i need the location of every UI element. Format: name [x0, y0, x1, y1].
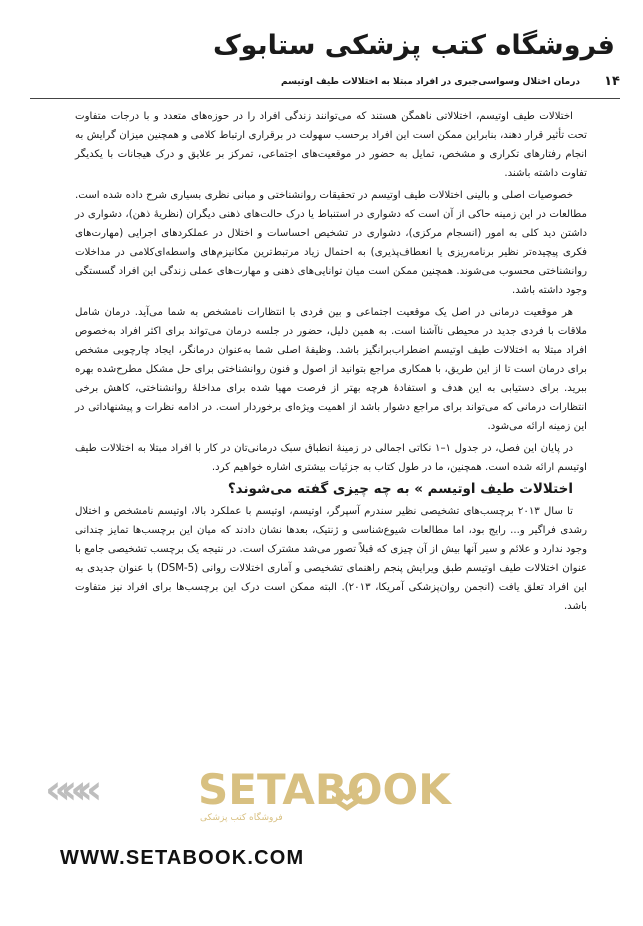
- watermark-subtitle: فروشگاه کتب پزشکی: [200, 813, 283, 823]
- setabook-watermark: [0, 765, 643, 825]
- section-heading: اختلالات طیف اوتیسم » به چه چیزی گفته می‌شوند؟: [227, 481, 573, 497]
- paragraph: هر موقعیت درمانی در اصل یک موقعیت اجتماعی و بین فردی با انتظارات نامشخص به شما می‌آید. درمان شامل ملاقات با فردی جدید در محیطی ناآشنا است. به همین دلیل، حضور در جلسه درمان می‌تواند برای اکثر افراد به‌خصوص افراد مبتلا به اختلالات طیف اوتیسم اضطراب‌برانگیز باشد. وظیفهٔ اصلی شما به‌عنوان درمانگر، ایجاد چارچوبی مشخص برای درمان است تا از این طریق، با همکاری مراجع بتوانید از اصول و فنون روانشناختی برای حل مشکل مطرح‌شده بهره ببرید. برای دستیابی به این هدف و استفادهٔ هرچه بهتر از فرصت مهیا شده برای مداخلهٔ روانشناختی، کاهش برخی انتظارات درمانی که می‌تواند برای مراجع دشوار باشد از اهمیت ویژه‌ای برخوردار است. در ادامه نظرات و پیشنهاداتی در این زمینه ارائه می‌شود.: [75, 307, 587, 432]
- running-title: درمان اختلال وسواسی‌جبری در افراد مبتلا به اختلالات طیف اوتیسم: [281, 77, 580, 87]
- paragraph: در پایان این فصل، در جدول ۱–۱ نکاتی اجمالی در زمینهٔ انطباق سبک درمانی‌تان در کار با افراد مبتلا به اختلالات طیف اوتیسم ارائه شده است. همچنین، ما در طول کتاب به جزئیات بیشتری اشاره خواهیم کرد.: [75, 443, 587, 473]
- paragraph: تا سال ۲۰۱۳ برچسب‌های تشخیصی نظیر سندرم آسپرگر، اوتیسم، اوتیسم با عملکرد بالا، اوتیسم نامشخص و اختلال رشدی فراگیر و... رایج بود، اما مطالعات شیوع‌شناسی و ژنتیک، بعدها نشان دادند که میان این برچسب‌ها تمایز چندانی وجود ندارد و علائم و سیر آنها بیش از آن چیزی که قبلاً تصور می‌شد مشترک است. در نتیجه یک برچسب تشخیصی جامع با عنوان اختلالات طیف اوتیسم طبق ویرایش پنجم راهنمای تشخیصی و آماری اختلالات روانی (DSM-5) با عنوان جدیدی به این افراد تعلق یافت (انجمن روان‌پزشکی آمریکا، ۲۰۱۳). البته ممکن است درک این برچسب‌ها برای افراد نیز متفاوت باشد.: [75, 506, 587, 612]
- store-brand-title: فروشگاه کتب پزشکی ستابوک: [212, 30, 615, 61]
- watermark-logo: SETABOOK: [198, 765, 451, 814]
- page-number: ۱۴: [604, 74, 620, 89]
- paragraph: خصوصیات اصلی و بالینی اختلالات طیف اوتیسم در تحقیقات روانشناختی و مبانی نظری بسیاری شرح داده شده است. مطالعات در این زمینه حاکی از آن است که دشواری در استنباط یا درک حالت‌های ذهنی دیگران (نظریهٔ ذهن)، دشواری در داشتن دید کلی به امور (انسجام مرکزی)، دشواری در تشخیص احساسات و اختلال در عملکردهای اجرایی (مهارت‌های فکری پیچیده‌تر نظیر برنامه‌ریزی یا انعطاف‌پذیری) به احتمال زیاد مرتبط‌ترین مکانیزم‌های واسطه‌ای‌کلامی در مداخلات روانشناختی محسوب می‌شوند. همچنین ممکن است میان توانایی‌های ذهنی و مهارت‌های عملی زندگی این افراد گسستگی وجود داشته باشد.: [75, 190, 587, 296]
- paragraph: اختلالات طیف اوتیسم، اختلالاتی ناهمگن هستند که می‌توانند زندگی افراد را در حوزه‌های متعدد و با درجات متفاوت تحت تأثیر قرار دهند، بنابراین ممکن است این افراد برحسب سهولت در برقراری ارتباط کلامی و همچنین میزان گرایش به انجام رفتارهای تکراری و مشخص، تمایل به حضور در موقعیت‌های اجتماعی، تمرکز بر علایق و درک هیجانات با یکدیگر تفاوت داشته باشند.: [75, 111, 587, 179]
- header-divider: [30, 98, 620, 99]
- book-mark-icon: [330, 781, 364, 811]
- chevrons-icon: «««: [45, 767, 93, 813]
- page-body: [75, 107, 587, 619]
- page-header: [30, 74, 620, 94]
- footer-url[interactable]: WWW.SETABOOK.COM: [60, 847, 305, 869]
